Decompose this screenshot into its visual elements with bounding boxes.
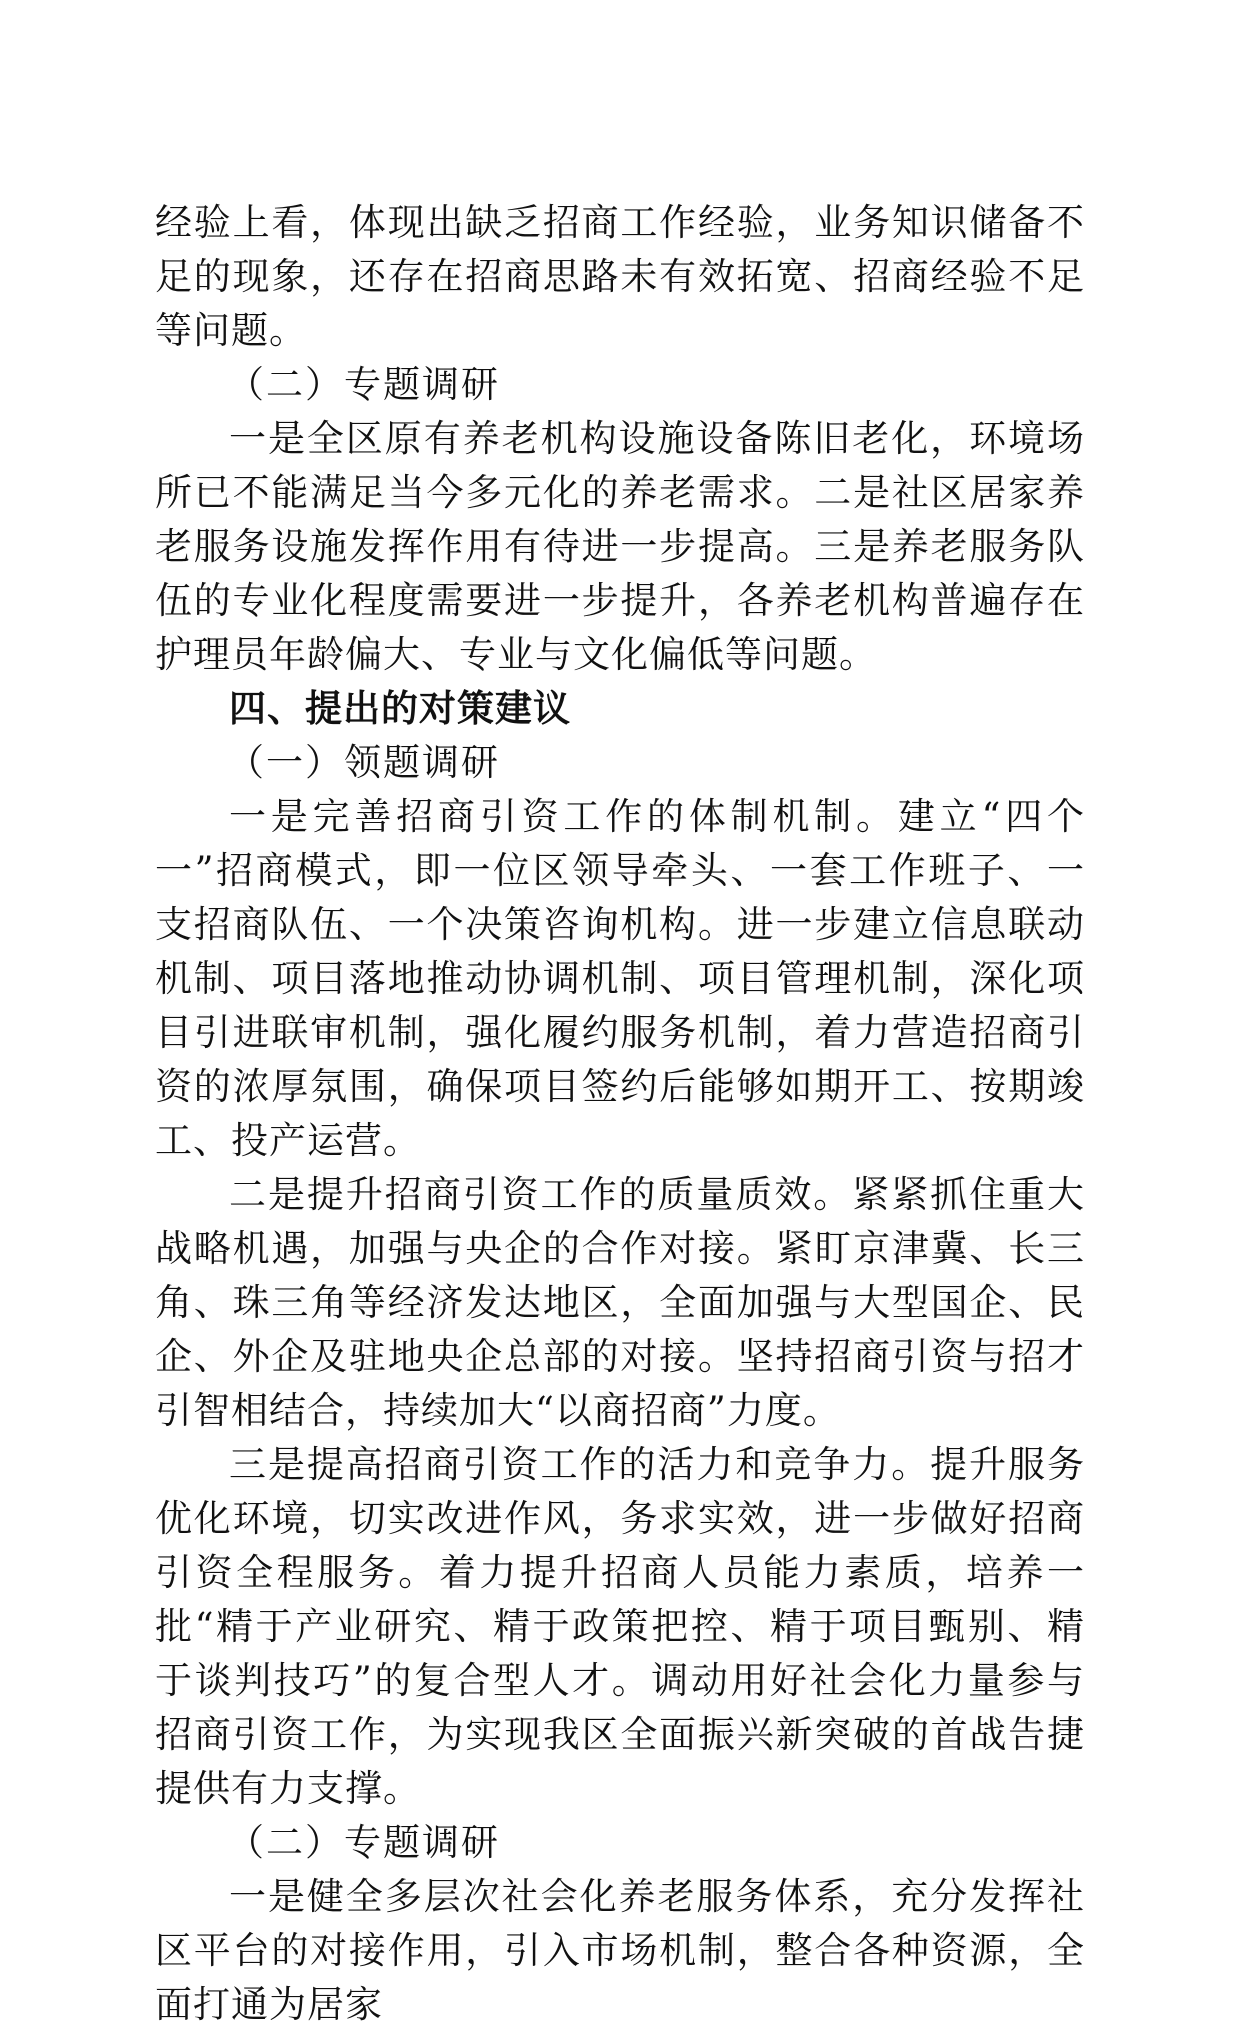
section-heading-countermeasures: 四、提出的对策建议	[229, 687, 571, 730]
paragraph-elderly-care-system: 一是健全多层次社会化养老服务体系，充分发挥社区平台的对接作用，引入市场机制，整合各种资源，全面打通为居家	[155, 1875, 1085, 2026]
paragraph-investment-vitality: 三是提高招商引资工作的活力和竞争力。提升服务优化环境，切实改进作风，务求实效，进一步做好招商引资全程服务。着力提升招商人员能力素质，培养一批“精于产业研究、精于政策把控、精于项目甄别、精于谈判技巧”的复合型人才。调动用好社会化力量参与招商引资工作，为实现我区全面振兴新突破的首战告捷提供有力支撑。	[155, 1443, 1085, 1810]
paragraph-continued: 经验上看，体现出缺乏招商工作经验，业务知识储备不足的现象，还存在招商思路未有效拓宽、招商经验不足等问题。	[155, 201, 1085, 352]
paragraph-investment-mechanism: 一是完善招商引资工作的体制机制。建立“四个一”招商模式，即一位区领导牵头、一套工作班子、一支招商队伍、一个决策咨询机构。进一步建立信息联动机制、项目落地推动协调机制、项目管理机制，深化项目引进联审机制，强化履约服务机制，着力营造招商引资的浓厚氛围，确保项目签约后能够如期开工、按期竣工、投产运营。	[155, 795, 1085, 1162]
document-body	[155, 196, 1085, 2032]
subheading-led-research: （一）领题调研	[227, 741, 500, 784]
paragraph-elderly-care-issues: 一是全区原有养老机构设施设备陈旧老化，环境场所已不能满足当今多元化的养老需求。二是社区居家养老服务设施发挥作用有待进一步提高。三是养老服务队伍的专业化程度需要进一步提升，各养老机构普遍存在护理员年龄偏大、专业与文化偏低等问题。	[155, 417, 1085, 676]
subheading-special-research-2: （二）专题调研	[227, 1821, 500, 1864]
subheading-special-research: （二）专题调研	[227, 363, 500, 406]
paragraph-investment-quality: 二是提升招商引资工作的质量质效。紧紧抓住重大战略机遇，加强与央企的合作对接。紧盯京津冀、长三角、珠三角等经济发达地区，全面加强与大型国企、民企、外企及驻地央企总部的对接。坚持招商引资与招才引智相结合，持续加大“以商招商”力度。	[155, 1173, 1085, 1432]
